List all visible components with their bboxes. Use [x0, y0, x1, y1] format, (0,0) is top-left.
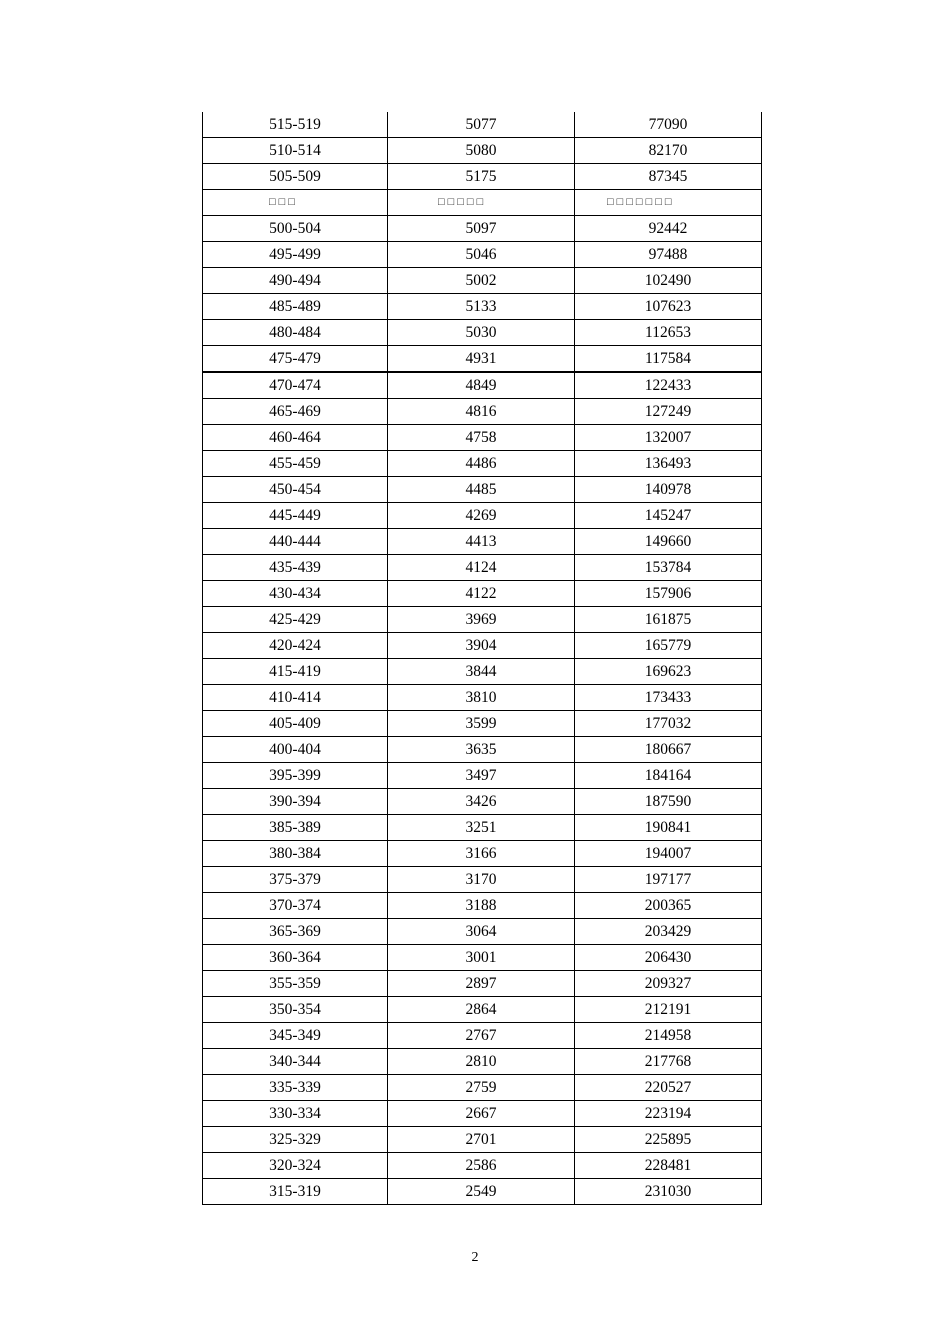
- count-cell: 5175: [388, 164, 575, 190]
- cumulative-count-cell: 102490: [575, 268, 762, 294]
- table-row: [203, 763, 762, 789]
- table-row: [203, 1153, 762, 1179]
- count-cell: 4269: [388, 503, 575, 529]
- count-cell: 4122: [388, 581, 575, 607]
- count-cell: 5133: [388, 294, 575, 320]
- table-row: [203, 1049, 762, 1075]
- table-row: [203, 268, 762, 294]
- table-row: [203, 685, 762, 711]
- score-range-cell: 430-434: [203, 581, 388, 607]
- count-cell: 3810: [388, 685, 575, 711]
- cumulative-count-cell: 214958: [575, 1023, 762, 1049]
- score-range-cell: 505-509: [203, 164, 388, 190]
- count-cell: 2549: [388, 1179, 575, 1205]
- table-row: [203, 737, 762, 763]
- table-row: [203, 607, 762, 633]
- count-cell: 3170: [388, 867, 575, 893]
- cumulative-count-cell: 212191: [575, 997, 762, 1023]
- count-cell: 3064: [388, 919, 575, 945]
- count-cell: 4758: [388, 425, 575, 451]
- table-row: [203, 815, 762, 841]
- score-range-cell: 315-319: [203, 1179, 388, 1205]
- cumulative-count-cell: 82170: [575, 138, 762, 164]
- table-row: [203, 164, 762, 190]
- count-cell: 3188: [388, 893, 575, 919]
- cumulative-count-cell: 149660: [575, 529, 762, 555]
- count-cell: 5077: [388, 112, 575, 138]
- score-range-cell: 510-514: [203, 138, 388, 164]
- score-range-cell: 450-454: [203, 477, 388, 503]
- table-row: [203, 659, 762, 685]
- table-row: [203, 425, 762, 451]
- cumulative-count-cell: 209327: [575, 971, 762, 997]
- score-range-cell: 325-329: [203, 1127, 388, 1153]
- table-row: [203, 529, 762, 555]
- table-row: [203, 451, 762, 477]
- count-cell: 4124: [388, 555, 575, 581]
- count-cell: 3635: [388, 737, 575, 763]
- cumulative-count-cell: 153784: [575, 555, 762, 581]
- score-range-cell: 410-414: [203, 685, 388, 711]
- table-row: [203, 1179, 762, 1205]
- score-range-cell: 355-359: [203, 971, 388, 997]
- cumulative-count-cell: 92442: [575, 216, 762, 242]
- score-range-cell: 405-409: [203, 711, 388, 737]
- table-row: [203, 581, 762, 607]
- score-range-cell: 415-419: [203, 659, 388, 685]
- cumulative-count-cell: 177032: [575, 711, 762, 737]
- table-row: [203, 112, 762, 138]
- score-range-cell: 335-339: [203, 1075, 388, 1101]
- table-row: [203, 971, 762, 997]
- count-cell: 3001: [388, 945, 575, 971]
- table-row: [203, 216, 762, 242]
- count-cell: 3426: [388, 789, 575, 815]
- score-range-cell: □□□: [203, 190, 388, 216]
- cumulative-count-cell: 140978: [575, 477, 762, 503]
- table-row: [203, 867, 762, 893]
- score-range-cell: 320-324: [203, 1153, 388, 1179]
- cumulative-count-cell: 173433: [575, 685, 762, 711]
- score-range-cell: 490-494: [203, 268, 388, 294]
- cumulative-count-cell: □□□□□□□: [575, 190, 762, 216]
- score-range-cell: 470-474: [203, 372, 388, 399]
- table-row: [203, 1101, 762, 1127]
- table-row: [203, 841, 762, 867]
- cumulative-count-cell: 117584: [575, 346, 762, 373]
- table-row: [203, 633, 762, 659]
- cumulative-count-cell: 220527: [575, 1075, 762, 1101]
- table-row: [203, 945, 762, 971]
- count-cell: 5030: [388, 320, 575, 346]
- count-cell: 3969: [388, 607, 575, 633]
- cumulative-count-cell: 97488: [575, 242, 762, 268]
- table-row: [203, 477, 762, 503]
- score-range-cell: 385-389: [203, 815, 388, 841]
- count-cell: 2767: [388, 1023, 575, 1049]
- cumulative-count-cell: 197177: [575, 867, 762, 893]
- score-range-cell: 480-484: [203, 320, 388, 346]
- cumulative-count-cell: 136493: [575, 451, 762, 477]
- table-row: [203, 294, 762, 320]
- score-range-cell: 485-489: [203, 294, 388, 320]
- cumulative-count-cell: 217768: [575, 1049, 762, 1075]
- table-row: [203, 399, 762, 425]
- score-range-cell: 330-334: [203, 1101, 388, 1127]
- cumulative-count-cell: 145247: [575, 503, 762, 529]
- page-number: 2: [471, 1250, 479, 1265]
- table-header-row: [203, 190, 762, 216]
- count-cell: 5080: [388, 138, 575, 164]
- table-row: [203, 372, 762, 399]
- score-range-cell: 350-354: [203, 997, 388, 1023]
- table-row: [203, 1075, 762, 1101]
- count-cell: 4413: [388, 529, 575, 555]
- score-range-cell: 500-504: [203, 216, 388, 242]
- count-cell: 2897: [388, 971, 575, 997]
- score-range-cell: 365-369: [203, 919, 388, 945]
- table-row: [203, 919, 762, 945]
- count-cell: 3599: [388, 711, 575, 737]
- score-range-cell: 475-479: [203, 346, 388, 373]
- score-range-cell: 495-499: [203, 242, 388, 268]
- cumulative-count-cell: 122433: [575, 372, 762, 399]
- cumulative-count-cell: 161875: [575, 607, 762, 633]
- table-row: [203, 789, 762, 815]
- count-cell: 4931: [388, 346, 575, 373]
- cumulative-count-cell: 206430: [575, 945, 762, 971]
- count-cell: 2701: [388, 1127, 575, 1153]
- cumulative-count-cell: 200365: [575, 893, 762, 919]
- score-range-cell: 515-519: [203, 112, 388, 138]
- count-cell: 3166: [388, 841, 575, 867]
- score-range-cell: 460-464: [203, 425, 388, 451]
- score-range-cell: 445-449: [203, 503, 388, 529]
- cumulative-count-cell: 107623: [575, 294, 762, 320]
- score-range-cell: 420-424: [203, 633, 388, 659]
- cumulative-count-cell: 77090: [575, 112, 762, 138]
- cumulative-count-cell: 127249: [575, 399, 762, 425]
- cumulative-count-cell: 231030: [575, 1179, 762, 1205]
- score-range-cell: 345-349: [203, 1023, 388, 1049]
- score-range-cell: 340-344: [203, 1049, 388, 1075]
- score-range-cell: 390-394: [203, 789, 388, 815]
- count-cell: 5046: [388, 242, 575, 268]
- score-range-cell: 395-399: [203, 763, 388, 789]
- score-range-cell: 380-384: [203, 841, 388, 867]
- table-row: [203, 1023, 762, 1049]
- table-row: [203, 138, 762, 164]
- count-cell: 3497: [388, 763, 575, 789]
- cumulative-count-cell: 184164: [575, 763, 762, 789]
- count-cell: 2864: [388, 997, 575, 1023]
- cumulative-count-cell: 87345: [575, 164, 762, 190]
- cumulative-count-cell: 187590: [575, 789, 762, 815]
- score-range-cell: 425-429: [203, 607, 388, 633]
- count-cell: 4485: [388, 477, 575, 503]
- cumulative-count-cell: 225895: [575, 1127, 762, 1153]
- count-cell: 5097: [388, 216, 575, 242]
- count-cell: 2759: [388, 1075, 575, 1101]
- count-cell: 4849: [388, 372, 575, 399]
- table-row: [203, 555, 762, 581]
- score-range-cell: 435-439: [203, 555, 388, 581]
- cumulative-count-cell: 112653: [575, 320, 762, 346]
- cumulative-count-cell: 180667: [575, 737, 762, 763]
- score-range-cell: 440-444: [203, 529, 388, 555]
- table-row: [203, 320, 762, 346]
- score-range-cell: 375-379: [203, 867, 388, 893]
- count-cell: □□□□□: [388, 190, 575, 216]
- score-range-cell: 455-459: [203, 451, 388, 477]
- cumulative-count-cell: 165779: [575, 633, 762, 659]
- cumulative-count-cell: 190841: [575, 815, 762, 841]
- score-distribution-table: [202, 112, 762, 1205]
- count-cell: 5002: [388, 268, 575, 294]
- cumulative-count-cell: 203429: [575, 919, 762, 945]
- table-row: [203, 1127, 762, 1153]
- table-row: [203, 242, 762, 268]
- cumulative-count-cell: 157906: [575, 581, 762, 607]
- score-range-cell: 400-404: [203, 737, 388, 763]
- count-cell: 4486: [388, 451, 575, 477]
- table-row: [203, 346, 762, 373]
- table-body: [203, 112, 762, 1205]
- score-range-cell: 370-374: [203, 893, 388, 919]
- cumulative-count-cell: 132007: [575, 425, 762, 451]
- cumulative-count-cell: 228481: [575, 1153, 762, 1179]
- table-row: [203, 503, 762, 529]
- cumulative-count-cell: 194007: [575, 841, 762, 867]
- count-cell: 3904: [388, 633, 575, 659]
- count-cell: 3251: [388, 815, 575, 841]
- count-cell: 3844: [388, 659, 575, 685]
- count-cell: 2810: [388, 1049, 575, 1075]
- score-range-cell: 465-469: [203, 399, 388, 425]
- count-cell: 2586: [388, 1153, 575, 1179]
- table-row: [203, 711, 762, 737]
- count-cell: 2667: [388, 1101, 575, 1127]
- cumulative-count-cell: 169623: [575, 659, 762, 685]
- table-row: [203, 893, 762, 919]
- table-row: [203, 997, 762, 1023]
- cumulative-count-cell: 223194: [575, 1101, 762, 1127]
- count-cell: 4816: [388, 399, 575, 425]
- score-range-cell: 360-364: [203, 945, 388, 971]
